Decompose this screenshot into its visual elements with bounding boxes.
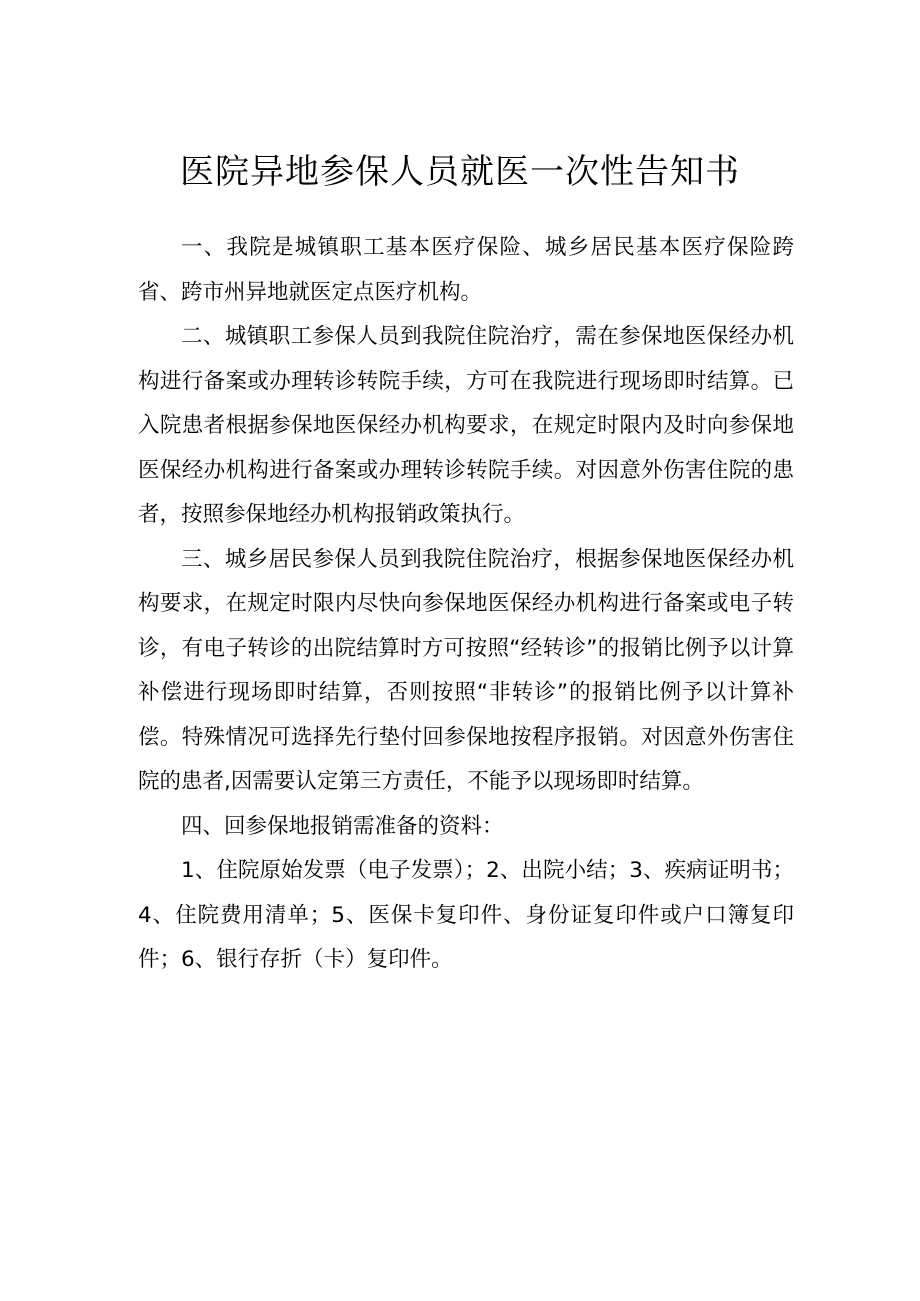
paragraph-4: 四、回参保地报销需准备的资料： (181, 813, 504, 839)
paragraph-2: 二、城镇职工参保人员到我院住院治疗，需在参保地医保经办机构进行备案或办理转诊转院手续，方可在我院进行现场即时结算。已入院患者根据参保地医保经办机构要求，在规定时限内及时向参保地医保经办机构进行备案或办理转诊转院手续。对因意外伤害住院的患者，按照参保地经办机构报销政策执行。 (138, 324, 794, 527)
document-body (138, 226, 794, 983)
paragraph-1: 一、我院是城镇职工基本医疗保险、城乡居民基本医疗保险跨省、跨市州异地就医定点医疗机构。 (138, 235, 794, 305)
paragraph-3: 三、城乡居民参保人员到我院住院治疗，根据参保地医保经办机构要求，在规定时限内尽快向参保地医保经办机构进行备案或电子转诊，有电子转诊的出院结算时方可按照“经转诊”的报销比例予以计算补偿进行现场即时结算，否则按照“非转诊”的报销比例予以计算补偿。特殊情况可选择先行垫付回参保地按程序报销。对因意外伤害住院的患者,因需要认定第三方责任，不能予以现场即时结算。 (138, 546, 794, 794)
document-title: 医院异地参保人员就医一次性告知书 (180, 152, 740, 192)
paragraph-5: 1、住院原始发票（电子发票）；2、出院小结；3、疾病证明书；4、住院费用清单；5、医保卡复印件、身份证复印件或户口簿复印件；6、银行存折（卡）复印件。 (138, 858, 794, 972)
